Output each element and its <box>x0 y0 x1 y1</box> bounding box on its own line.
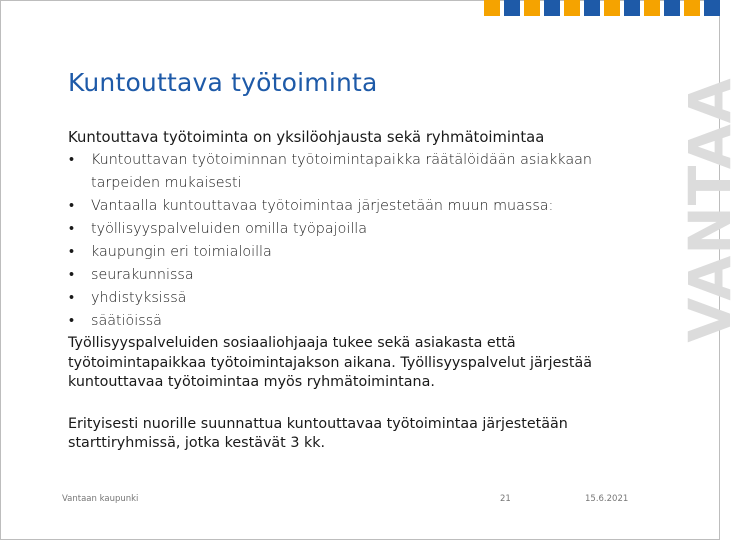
vantaa-logo <box>654 40 744 380</box>
color-square <box>644 0 660 16</box>
color-square <box>704 0 720 16</box>
bullet-dot: • <box>69 290 75 306</box>
footer-date: 15.6.2021 <box>585 494 629 504</box>
bullet-dot: • <box>69 244 75 260</box>
list-item-text: Vantaalla kuntouttavaa työtoimintaa järjestetään muun muassa: <box>91 198 554 214</box>
bullet-list <box>68 149 638 333</box>
list-item <box>68 287 638 310</box>
list-item <box>68 241 638 264</box>
list-item-text: kaupungin eri toimialoilla <box>91 244 272 260</box>
color-square <box>624 0 640 16</box>
bullet-dot: • <box>69 152 75 168</box>
list-item <box>68 195 638 218</box>
bullet-dot: • <box>69 221 75 237</box>
color-square <box>524 0 540 16</box>
color-square <box>684 0 700 16</box>
list-item-text: yhdistyksissä <box>91 290 187 306</box>
footer-organization: Vantaan kaupunki <box>62 494 139 504</box>
footer-page-number: 21 <box>500 494 511 504</box>
list-item <box>68 310 638 333</box>
color-square <box>504 0 520 16</box>
bullet-dot: • <box>69 267 75 283</box>
list-item <box>68 264 638 287</box>
slide-title: Kuntouttava työtoiminta <box>68 68 378 97</box>
slide-content <box>68 126 638 454</box>
intro-line: Kuntouttava työtoiminta on yksilöohjausta sekä ryhmätoimintaa <box>68 129 545 146</box>
list-item-text: seurakunnissa <box>91 267 194 283</box>
paragraph-youth: Erityisesti nuorille suunnattua kuntouttavaa työtoimintaa järjestetään starttiryhmissä, jotka kestävät 3 kk. <box>68 415 568 451</box>
color-square <box>664 0 680 16</box>
list-item-text: Kuntouttavan työtoiminnan työtoimintapaikka räätälöidään asiakkaan tarpeiden mukaisesti <box>91 152 592 191</box>
list-item <box>68 149 638 195</box>
list-item-text: työllisyyspalveluiden omilla työpajoilla <box>91 221 368 237</box>
list-item-text: säätiöissä <box>91 313 162 329</box>
color-square <box>544 0 560 16</box>
vantaa-logo-text: VANTAA <box>676 77 744 343</box>
color-square <box>604 0 620 16</box>
color-square <box>584 0 600 16</box>
color-square <box>484 0 500 16</box>
color-square <box>564 0 580 16</box>
list-item <box>68 218 638 241</box>
bullet-dot: • <box>69 313 75 329</box>
paragraph-support: Työllisyyspalveluiden sosiaaliohjaaja tukee sekä asiakasta että työtoimintapaikkaa työtoimintajakson aikana. Työllisyyspalvelut järjestää kuntouttavaa työtoimintaa myös ryhmätoimintana. <box>68 335 593 390</box>
bullet-dot: • <box>69 198 75 214</box>
